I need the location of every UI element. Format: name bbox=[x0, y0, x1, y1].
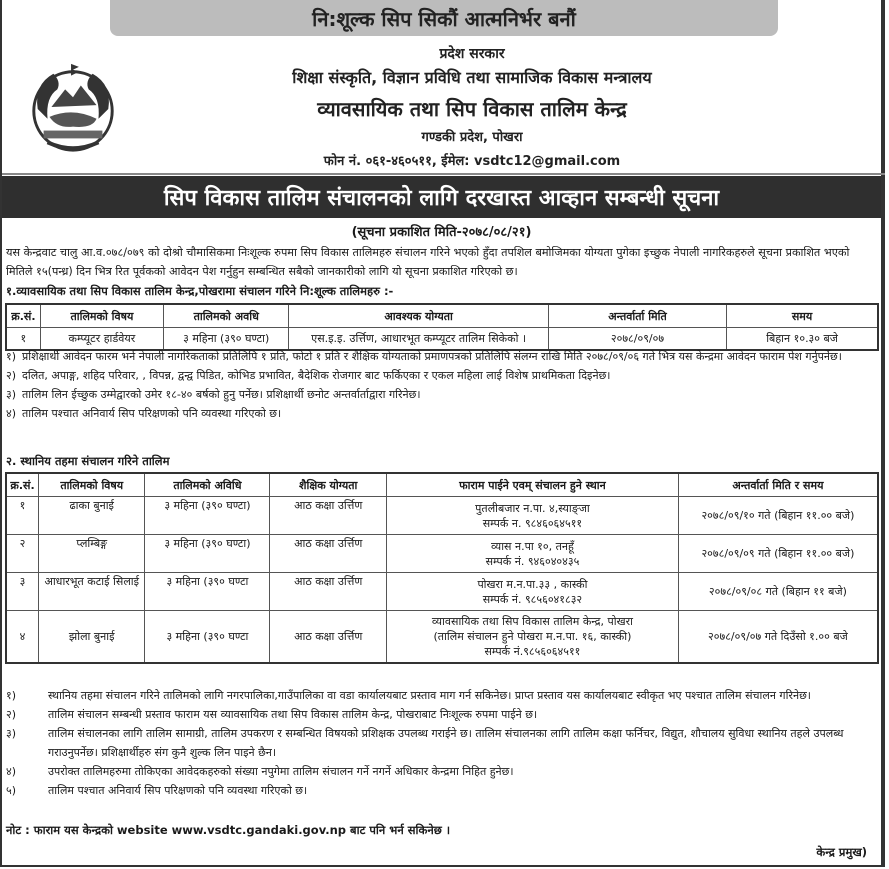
cell: आठ कक्षा उर्त्तिण bbox=[270, 497, 387, 535]
cell: १ bbox=[6, 497, 39, 535]
published-date: (सूचना प्रकाशित मिति-२०७८/०८/२१) bbox=[351, 225, 532, 240]
section-1-notes bbox=[6, 347, 878, 423]
section-2-notes bbox=[6, 686, 878, 800]
government-emblem-icon bbox=[24, 60, 122, 158]
note-text: उपरोक्त तालिमहरुमा तोकिएका आवेदकहरुको संख्या नपुगेमा तालिम संचालन गर्ने नगर्ने अधिकार केन्द्रमा निहित हुनेछ। bbox=[48, 765, 514, 778]
col-header: शैक्षिक योग्यता bbox=[270, 473, 387, 497]
note-number: ५) bbox=[6, 784, 17, 797]
cell: पुतलीबजार न.पा. ४,स्याङ्जा सम्पर्क न. ९८४६०६४५११ bbox=[387, 497, 679, 535]
note-number: १) bbox=[6, 689, 17, 702]
col-header: क्र.सं. bbox=[6, 304, 40, 328]
cell: आठ कक्षा उर्त्तिण bbox=[270, 535, 387, 573]
note-item bbox=[6, 781, 878, 800]
note-item bbox=[6, 347, 878, 366]
cell: प्लम्बिङ्ग bbox=[39, 535, 145, 573]
note-text: तालिम पश्चात अनिवार्य सिप परिक्षणको पनि व्यवस्था गरिएको छ। bbox=[22, 407, 282, 420]
section-2-title: २. स्थानिय तहमा संचालन गरिने तालिम bbox=[6, 454, 170, 468]
note-number: २) bbox=[6, 369, 17, 382]
table-row bbox=[6, 573, 878, 611]
cell: ढाका बुनाई bbox=[39, 497, 145, 535]
cell: ४ bbox=[6, 611, 39, 663]
cell: ३ महिना (३९० घण्टा bbox=[145, 573, 270, 611]
note-item bbox=[6, 705, 878, 724]
intro-paragraph: यस केन्द्रवाट चालु आ.व.०७८/०७९ को दोश्रो चौमासिकमा निःशूल्क रुपमा सिप विकास तालिमहरु संचालन गरिने भएको हुँदा तपशिल बमोजिमका योग्यता पुगेका इच्छुक नेपाली नागरिकहरुले सूचना प्रकाशित भएको मितिले १५(पन्ध्र) दिन भित्र रित पूर्वकको आवेदन पेश गर्नुहुन सम्बन्धित सबैको जानकारीको लागि यो सूचना प्रकाशित गरिएको छ। bbox=[6, 246, 850, 278]
note-number: ४) bbox=[6, 765, 17, 778]
cell: झोला बुनाई bbox=[39, 611, 145, 663]
note-text: तालिम पश्चात अनिवार्य सिप परिक्षणको पनि व्यवस्था गरिएको छ। bbox=[48, 784, 308, 797]
cell: ३ bbox=[6, 573, 39, 611]
col-header: क्र.सं. bbox=[6, 473, 39, 497]
note-item bbox=[6, 366, 878, 385]
cell: कम्प्यूटर हार्डवेयर bbox=[40, 328, 163, 351]
contact-info: फोन नं. ०६१-४६०५११, ईमेल: vsdtc12@gmail.com bbox=[323, 154, 621, 169]
note-text: प्रशिक्षार्थी आवेदन फारम भर्न नेपाली नागरिकताको प्रतिलिपि १ प्रति, फोटो १ प्रति र शैक्षिक योग्यताको प्रमाणपत्रको प्रतिलिपि संलग्न राखि मिति २०७८/०९/०६ गते भित्र यस केन्द्रमा आवेदन फाराम पेश गर्नुपर्नेछ। bbox=[22, 350, 842, 363]
divider bbox=[2, 173, 885, 175]
note-text: दलित, अपाङ्ग, शहिद परिवार, , विपन्न, द्वन्द्व पिडित, कोभिड प्रभावित, बैदेशिक रोजगार बाट फर्किएका र एकल महिला लाई विशेष प्राथमिकता दिइनेछ। bbox=[22, 369, 611, 382]
note-item bbox=[6, 404, 878, 423]
cell: व्यावसायिक तथा सिप विकास तालिम केन्द्र, पोखरा (तालिम संचालन हुने पोखरा म.न.पा. १६, कास्की) सम्पर्क नं.९८५६०६४५११ bbox=[387, 611, 679, 663]
table-row bbox=[6, 497, 878, 535]
note-number: ३) bbox=[6, 727, 17, 740]
col-header: अन्तर्वार्ता मिति bbox=[548, 304, 726, 328]
note-number: २) bbox=[6, 708, 17, 721]
col-header: तालिमको अविधि bbox=[145, 473, 270, 497]
note-number: ३) bbox=[6, 388, 17, 401]
note-text: तालिम संचालनका लागि तालिम सामाग्री, तालिम उपकरण र सम्बन्धित विषयको प्रशिक्षक उपलब्ध गराईने छ। तालिम संचालनका लागि तालिम कक्षा फर्निचर, विद्युत, शौचालय सुविधा स्थानिय तहले उपलब्ध गराउनुपर्नेछ। प्रशिक्षार्थीहरु संग कुनै शुल्क लिन पाइने छैन। bbox=[48, 727, 844, 759]
cell: ३ महिना (३९० घण्टा) bbox=[145, 535, 270, 573]
notice-title: सिप विकास तालिम संचालनको लागि दरखास्त आव्हान सम्बन्धी सूचना bbox=[2, 176, 881, 218]
note-number: १) bbox=[6, 350, 17, 363]
col-header: तालिमको विषय bbox=[39, 473, 145, 497]
ministry-name: शिक्षा संस्कृति, विज्ञान प्रविधि तथा सामाजिक विकास मन्त्रालय bbox=[292, 68, 652, 87]
header-line-1: प्रदेश सरकार bbox=[439, 46, 505, 62]
section-2-table bbox=[5, 472, 879, 664]
cell: ३ महिना (३९० घण्टा bbox=[145, 611, 270, 663]
cell: एस.इ.इ. उर्त्तिण, आधारभूत कम्प्यूटर तालिम सिकेको । bbox=[289, 328, 548, 351]
cell: आधारभूत कटाई सिलाई bbox=[39, 573, 145, 611]
cell: ३ महिना (३९० घण्टा) bbox=[164, 328, 289, 351]
note-text: तालिम लिन ईच्छुक उम्मेद्वारको उमेर १८-४० बर्षको हुनु पर्नेछ। प्रशिक्षार्थी छनोट अन्तर्वार्ताद्वारा गरिनेछ। bbox=[22, 388, 421, 401]
note-item bbox=[6, 724, 878, 762]
note-item bbox=[6, 385, 878, 404]
cell: ३ महिना (३९० घण्टा) bbox=[145, 497, 270, 535]
cell: बिहान १०.३० बजे bbox=[727, 328, 878, 351]
cell: २०७८/०९/०९ गते (बिहान ११.०० बजे) bbox=[678, 535, 878, 573]
location: गण्डकी प्रदेश, पोखरा bbox=[421, 130, 523, 145]
cell: २ bbox=[6, 535, 39, 573]
note-item bbox=[6, 762, 878, 781]
cell: पोखरा म.न.पा.३३ , कास्की सम्पर्क नं. ९८५६०४१८३२ bbox=[387, 573, 679, 611]
table-header-row bbox=[6, 304, 878, 328]
center-name: व्यावसायिक तथा सिप विकास तालिम केन्द्र bbox=[317, 97, 627, 121]
table-row bbox=[6, 611, 878, 663]
note-item bbox=[6, 686, 878, 705]
section-1-title: १.व्यावसायिक तथा सिप विकास तालिम केन्द्र,पोखरामा संचालन गरिने नि:शूल्क तालिमहरु :- bbox=[6, 284, 394, 298]
note-text: तालिम संचालन सम्बन्धी प्रस्ताव फाराम यस व्यावसायिक तथा सिप विकास तालिम केन्द्र, पोखराबाट निःशूल्क रुपमा पाईने छ। bbox=[48, 708, 538, 721]
cell: २०७८/०९/०८ गते (बिहान ११ बजे) bbox=[678, 573, 878, 611]
col-header: अन्तर्वार्ता मिति र समय bbox=[678, 473, 878, 497]
cell: २०७८/०९/०७ गते दिउँसो १.०० बजे bbox=[678, 611, 878, 663]
col-header: आवश्यक योग्यता bbox=[289, 304, 548, 328]
note-text: स्थानिय तहमा संचालन गरिने तालिमको लागि नगरपालिका,गाउँपालिका वा वडा कार्यालयबाट प्रस्ताव माग गर्न सकिनेछ। प्राप्त प्रस्ताव यस कार्यालयबाट स्वीकृत भए पश्चात तालिम संचालन गरिनेछ। bbox=[48, 689, 811, 702]
col-header: तालिमको विषय bbox=[40, 304, 163, 328]
cell: व्यास न.पा १०, तनहूँ सम्पर्क नं. ९४६०४०४३५ bbox=[387, 535, 679, 573]
cell: आठ कक्षा उर्त्तिण bbox=[270, 573, 387, 611]
tagline-banner: नि:शूल्क सिप सिकौं आत्मनिर्भर बनौं bbox=[110, 0, 778, 36]
signature: केन्द्र प्रमुख) bbox=[816, 845, 867, 859]
col-header: समय bbox=[727, 304, 878, 328]
cell: १ bbox=[6, 328, 40, 351]
cell: २०७८/०९/१० गते (बिहान ११.०० बजे) bbox=[678, 497, 878, 535]
section-1-table bbox=[5, 303, 879, 351]
col-header: तालिमको अवधि bbox=[164, 304, 289, 328]
website-note: नोट : फाराम यस केन्द्रको website www.vsdtc.gandaki.gov.np बाट पनि भर्न सकिनेछ । bbox=[6, 823, 451, 837]
table-row bbox=[6, 535, 878, 573]
cell: २०७८/०९/०७ bbox=[548, 328, 726, 351]
col-header: फाराम पाईने एवम् संचालन हुने स्थान bbox=[387, 473, 679, 497]
cell: आठ कक्षा उर्त्तिण bbox=[270, 611, 387, 663]
table-header-row bbox=[6, 473, 878, 497]
note-number: ४) bbox=[6, 407, 17, 420]
